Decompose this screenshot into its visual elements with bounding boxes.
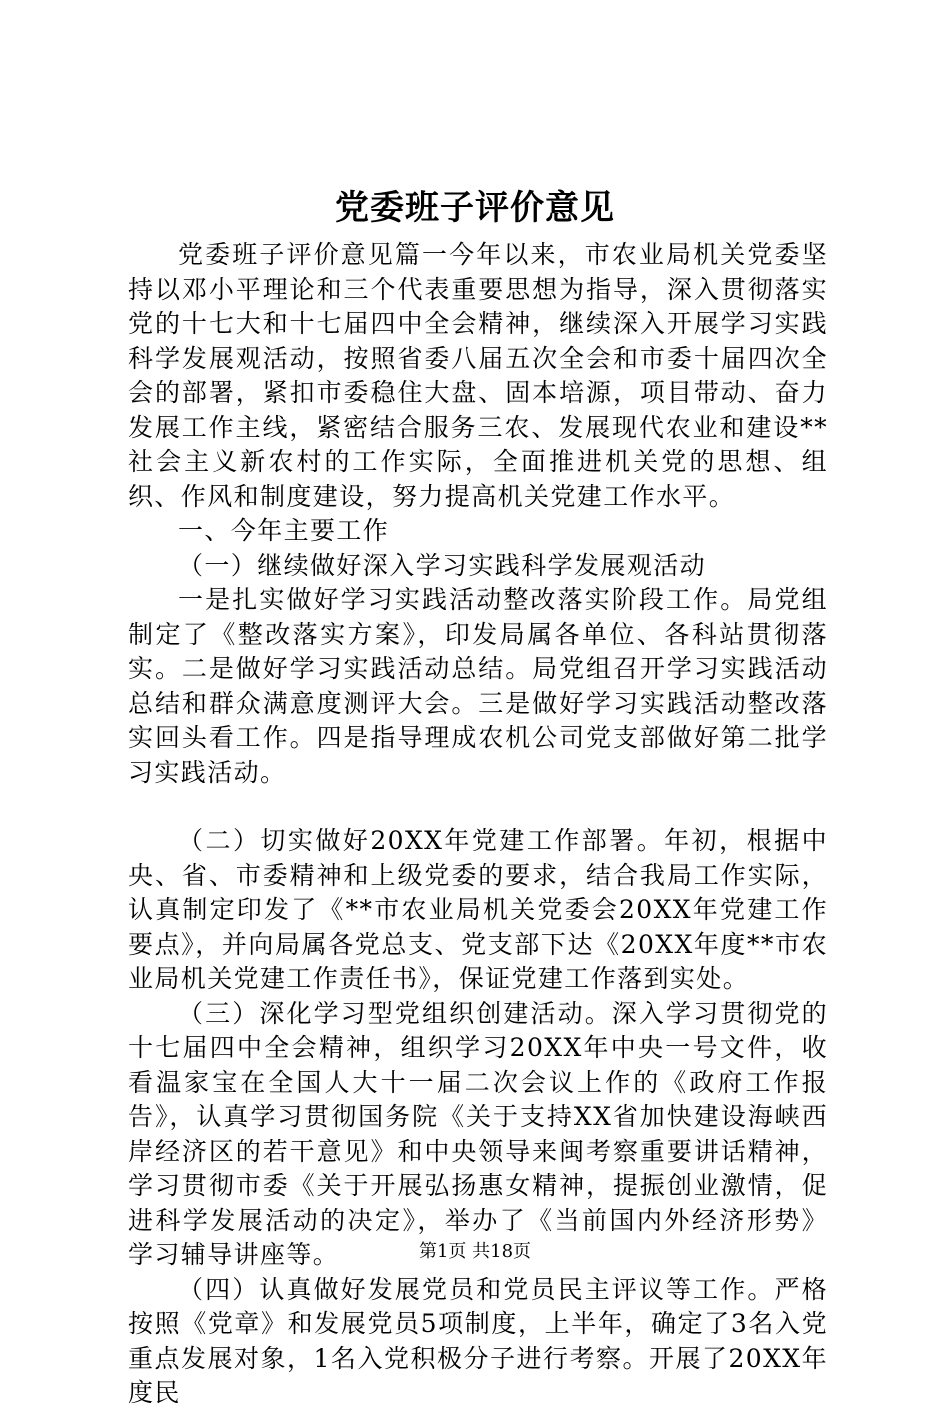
- section-heading: 一、今年主要工作: [178, 516, 390, 545]
- paragraph-item-2: （二）切实做好20XX年党建工作部署。年初，根据中央、省、市委精神和上级党委的要求，结合我局工作实际，认真制定印发了《**市农业局机关党委会20XX年党建工作要点》，并向局属各党总支、党支部下达《20XX年度**市农业局机关党建工作责任书》，保证党建工作落到实处。: [128, 826, 828, 993]
- paragraph-item-4: （四）认真做好发展党员和党员民主评议等工作。严格按照《党章》和发展党员5项制度，上半年，确定了3名入党重点发展对象，1名入党积极分子进行考察。开展了20XX年度民: [128, 1274, 828, 1407]
- document-title: 党委班子评价意见: [335, 188, 615, 228]
- subsection-heading: （一）继续做好深入学习实践科学发展观活动: [178, 550, 707, 580]
- page-number-footer: 第1页 共18页: [418, 1241, 532, 1262]
- document-body: [128, 238, 828, 1411]
- paragraph-item-3: （三）深化学习型党组织创建活动。深入学习贯彻党的十七届四中全会精神，组织学习20XX年中央一号文件，收看温家宝在全国人大十一届二次会议上作的《政府工作报告》，认真学习贯彻国务院《关于支持XX省加快建设海峡西岸经济区的若干意见》和中央领导来闽考察重要讲话精神，学习贯彻市委《关于开展弘扬惠女精神，提振创业激情，促进科学发展活动的决定》，举办了《当前国内外经济形势》学习辅导讲座等。: [128, 998, 828, 1269]
- paragraph-item-1: 一是扎实做好学习实践活动整改落实阶段工作。局党组制定了《整改落实方案》，印发局属各单位、各科站贯彻落实。二是做好学习实践活动总结。局党组召开学习实践活动总结和群众满意度测评大会。三是做好学习实践活动整改落实回头看工作。四是指导理成农机公司党支部做好第二批学习实践活动。: [128, 585, 828, 787]
- paragraph-intro: 党委班子评价意见篇一今年以来，市农业局机关党委坚持以邓小平理论和三个代表重要思想为指导，深入贯彻落实党的十七大和十七届四中全会精神，继续深入开展学习实践科学发展观活动，按照省委八届五次全会和市委十届四次全会的部署，紧扣市委稳住大盘、固本培源，项目带动、奋力发展工作主线，紧密结合服务三农、发展现代农业和建设**社会主义新农村的工作实际，全面推进机关党的思想、组织、作风和制度建设，努力提高机关党建工作水平。: [128, 240, 828, 511]
